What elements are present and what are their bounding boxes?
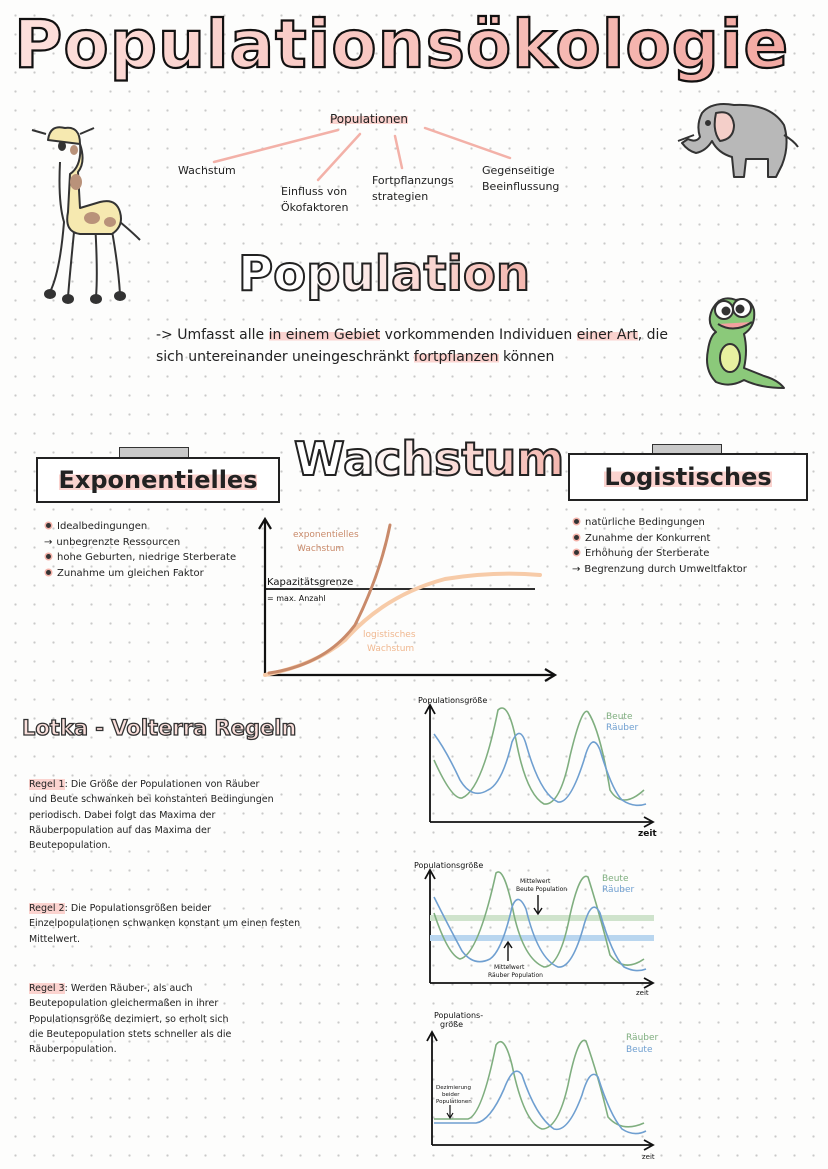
graph2-ylabel: Populationsgröße [414, 861, 484, 870]
graph3-ylabel-1: Populations- [434, 1011, 484, 1020]
graph2-note-prey-1: Mittelwert [520, 878, 551, 885]
prey-mean-band [430, 915, 654, 921]
bullet-icon [574, 519, 579, 524]
rule-2: Regel 2: Die Populationsgrößen beider Einzelpopulationen schwanken konstant um einen festen Mittelwert. [29, 903, 301, 945]
growth-graph [255, 515, 565, 685]
lotka-heading: Lotka - Volterra Regeln [22, 716, 297, 740]
graph2-note-pred-1: Mittelwert [494, 964, 525, 971]
arrow-down-icon [534, 895, 542, 914]
bullet-icon [46, 570, 51, 575]
graph1-ylabel: Populationsgröße [418, 696, 488, 705]
exp-label: Exponentielles [58, 466, 258, 494]
graph3-note-1: Dezimierung [436, 1085, 472, 1091]
bullet-icon [46, 554, 51, 559]
arrow-icon: → [572, 563, 581, 575]
graph3-legend-pred: Räuber [626, 1033, 659, 1043]
exp-curve-label-1: exponentielles [293, 530, 359, 540]
exp-point: hohe Geburten, niedrige Sterberate [44, 550, 236, 566]
exp-points [44, 519, 236, 581]
mindmap-center: Populationen [330, 112, 409, 126]
capacity-note: = max. Anzahl [267, 594, 326, 603]
graph1-legend-prey: Beute [606, 712, 633, 722]
log-point: Zunahme der Konkurrent [572, 531, 747, 547]
lotka-graph-2 [412, 855, 672, 1000]
rule-1: Regel 1: Die Größe der Populationen von Räuber und Beute schwanken bei konstanten Bedingungen periodisch. Dabei folgt das Maxima der Räuberpopulation auf das Maxima der Beutepopulation. [29, 779, 274, 852]
graph2-legend-prey: Beute [602, 874, 629, 884]
mindmap-branch-wachstum: Wachstum [178, 164, 236, 177]
graph2-xlabel: zeit [636, 989, 649, 997]
exp-curve-label-2: Wachstum [297, 544, 345, 554]
crocodile-illustration [690, 290, 790, 395]
page-title: Populationsökologie [14, 6, 790, 83]
bullet-icon [574, 535, 579, 540]
log-points [572, 515, 747, 577]
log-point: → Begrenzung durch Umweltfaktor [572, 563, 747, 575]
graph3-xlabel: zeit [642, 1153, 655, 1161]
exp-point: Zunahme um gleichen Faktor [44, 566, 236, 582]
mindmap-branch-oekofaktoren: Einfluss von Ökofaktoren [281, 185, 349, 214]
log-label: Logistisches [604, 463, 772, 491]
bullet-icon [574, 550, 579, 555]
graph3-note-2: beider [442, 1092, 460, 1098]
population-heading: Population [238, 246, 531, 302]
mindmap-branch-beeinflussung: Gegenseitige Beeinflussung [482, 164, 560, 193]
population-definition-line-2: sich untereinander uneingeschränkt fortpflanzen können [156, 349, 555, 365]
lotka-graph-1 [412, 690, 672, 840]
arrow-up-icon [504, 942, 512, 961]
capacity-label: Kapazitätsgrenze [267, 577, 354, 588]
exp-point: Idealbedingungen [44, 519, 236, 535]
mindmap-branch-fortpflanzung: Fortpflanzungs strategien [372, 174, 454, 203]
rule-3: Regel 3: Werden Räuber-, als auch Beutepopulation gleichermaßen in ihrer Populationsgröße dezimiert, so erholt sich die Beutepopulation stets schneller als die Räuberpopulation. [29, 983, 232, 1056]
arrow-down-icon [447, 1105, 453, 1118]
population-definition [156, 324, 676, 368]
log-curve-label-1: logistisches [363, 630, 416, 640]
exp-point: → unbegrenzte Ressourcen [44, 536, 181, 548]
log-box [568, 453, 808, 501]
bullet-icon [46, 523, 51, 528]
graph2-legend-pred: Räuber [602, 885, 635, 895]
population-definition-line-1: -> Umfasst alle in einem Gebiet vorkommenden Individuen einer Art, die [156, 327, 669, 343]
growth-heading: Wachstum [294, 432, 565, 486]
predator-mean-band [430, 935, 654, 941]
graph2-note-pred-2: Räuber Population [488, 972, 543, 979]
log-point: Erhöhung der Sterberate [572, 546, 747, 562]
exp-box [36, 457, 280, 503]
lotka-graph-3 [412, 1005, 672, 1165]
log-point: natürliche Bedingungen [572, 515, 747, 531]
graph3-note-3: Populationen [436, 1099, 472, 1105]
graph2-note-prey-2: Beute Population [516, 886, 568, 893]
graph1-xlabel: zeit [638, 829, 657, 839]
log-curve-label-2: Wachstum [367, 644, 415, 654]
graph3-ylabel-2: größe [440, 1020, 464, 1029]
graph3-legend-prey: Beute [626, 1045, 653, 1055]
graph1-legend-pred: Räuber [606, 723, 639, 733]
arrow-icon: → [44, 536, 53, 548]
